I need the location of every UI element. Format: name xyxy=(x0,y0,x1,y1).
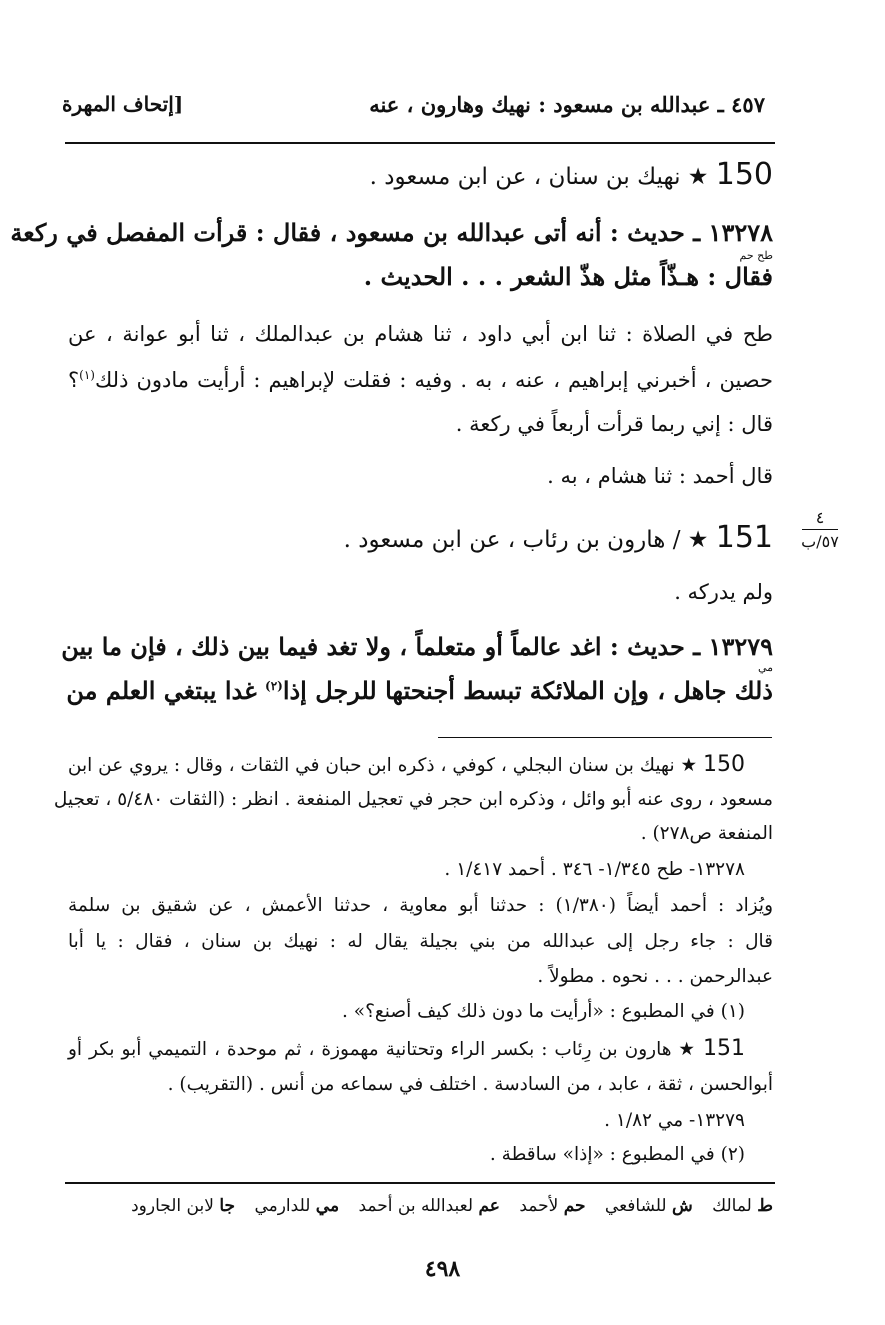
legend-item-ahmad: حم لأحمد xyxy=(519,1196,586,1216)
source-marks: مي xyxy=(757,661,773,674)
entry-151-heading xyxy=(344,520,773,555)
page-number: ٤٩٨ xyxy=(424,1256,461,1282)
entry-number: 150 xyxy=(715,157,773,192)
margin-mark-bottom: ٥٧/ب xyxy=(801,532,839,551)
entry-number: 151 xyxy=(715,520,773,555)
note-13279: ١٣٢٧٩- مي ١/٨٢ . xyxy=(604,1110,745,1131)
legend-rule xyxy=(65,1182,775,1184)
note-150-line2: مسعود ، روى عنه أبو وائل ، وذكره ابن حجر في تعجيل المنفعة . انظر : (الثقات ٥/٤٨٠ ، تعجيل xyxy=(53,789,773,810)
note-number: 150 xyxy=(703,752,745,777)
hadith-13279-line2 xyxy=(68,676,773,705)
chain-line2-end: ؟ xyxy=(68,368,80,392)
margin-mark-line xyxy=(802,529,838,530)
legend-item-darimi: مي للدارمي xyxy=(254,1196,340,1216)
legend-item-malik: ط لمالك xyxy=(712,1196,773,1216)
entry-title: هارون بن رئاب ، عن ابن مسعود . xyxy=(343,527,666,553)
entry-150-heading xyxy=(370,157,773,192)
star-mark: ★ xyxy=(678,1039,697,1060)
note-number: 151 xyxy=(703,1036,745,1061)
running-header-title: ٤٥٧ ـ عبدالله بن مسعود : نهيك وهارون ، عنه xyxy=(369,92,765,117)
running-header-book: [إتحاف المهرة xyxy=(62,92,184,116)
margin-mark-top: ٤ xyxy=(815,508,825,527)
footnote-1: (١) في المطبوع : «أرأيت ما دون ذلك كيف أصنع؟» . xyxy=(342,1001,745,1022)
yuzad-line2: قال : جاء رجل إلى عبدالله من بني بجيلة يقال له : نهيك بن سنان ، فقال : يا أبا xyxy=(68,931,773,952)
entry-title: نهيك بن سنان ، عن ابن مسعود . xyxy=(369,164,681,190)
note-151-line1 xyxy=(68,1036,745,1061)
footnote-ref-2: (٢) xyxy=(265,679,283,693)
notes-separator xyxy=(438,737,772,738)
abbreviation-legend xyxy=(117,1196,773,1216)
note-text: نهيك بن سنان البجلي ، كوفي ، ذكره ابن حبان في الثقات ، وقال : يروي عن ابن xyxy=(67,755,675,776)
note-150-line3: المنفعة ص٢٧٨) . xyxy=(640,823,773,844)
star-mark: ★ xyxy=(680,755,698,776)
hadith-13279-line2b: غدا يبتغي العلم من xyxy=(66,676,265,705)
yuzad-line3: عبدالرحمن . . . نحوه . مطولاً . xyxy=(537,966,773,987)
note-text: هارون بن رِئاب : بكسر الراء وتحتانية مهموزة ، ثم موحدة ، التميمي أبو بكر أو xyxy=(68,1039,672,1060)
source-marks: طح حم xyxy=(739,249,773,262)
not-met-line: ولم يدركه . xyxy=(674,580,773,604)
hadith-13279-line2a: ذلك جاهل ، وإن الملائكة تبسط أجنحتها للرجل إذا xyxy=(282,676,773,705)
legend-item-abdullah: عم لعبدالله بن أحمد xyxy=(358,1196,500,1216)
star-mark: ★ xyxy=(687,164,709,190)
hadith-13279-line1: ١٣٢٧٩ ـ حديث : اغد عالماً أو متعلماً ، ولا تغد فيما بين ذلك ، فإن ما بين xyxy=(61,632,773,661)
star-mark: ★ xyxy=(687,527,709,553)
header-rule xyxy=(65,142,775,144)
note-151-line2: أبوالحسن ، ثقة ، عابد ، من السادسة . اختلف في سماعه من أنس . (التقريب) . xyxy=(167,1074,773,1095)
footnote-2: (٢) في المطبوع : «إذا» ساقطة . xyxy=(489,1144,745,1165)
page-break-slash: / xyxy=(672,527,681,553)
hadith-13278-line2: فقال : هـذّاً مثل هذّ الشعر . . . الحديث . xyxy=(363,262,773,291)
note-150-line1 xyxy=(68,752,745,777)
chain-line1: طح في الصلاة : ثنا ابن أبي داود ، ثنا هشام بن عبدالملك ، ثنا أبو عوانة ، عن xyxy=(68,322,773,346)
legend-item-jarud: جا لابن الجارود xyxy=(131,1196,236,1216)
legend-item-shafii: ش للشافعي xyxy=(604,1196,693,1216)
chain-line2 xyxy=(68,368,773,392)
margin-page-mark xyxy=(798,508,842,551)
yuzad-line1: ويُزاد : أحمد أيضاً (١/٣٨٠) : حدثنا أبو معاوية ، حدثنا الأعمش ، عن شقيق بن سلمة xyxy=(68,895,774,916)
hadith-13278-line1: ١٣٢٧٨ ـ حديث : أنه أتى عبدالله بن مسعود ، فقال : قرأت المفصل في ركعة xyxy=(10,218,773,247)
chain-line3: قال : إني ربما قرأت أربعاً في ركعة . xyxy=(455,412,773,436)
footnote-ref-1: (١) xyxy=(79,368,95,382)
chain-line2-text: حصين ، أخبرني إبراهيم ، عنه ، به . وفيه : فقلت لإبراهيم : أرأيت مادون ذلك xyxy=(94,368,773,392)
note-13278: ١٣٢٧٨- طح ١/٣٤٥- ٣٤٦ . أحمد ١/٤١٧ . xyxy=(444,859,745,880)
ahmad-line: قال أحمد : ثنا هشام ، به . xyxy=(547,464,773,488)
